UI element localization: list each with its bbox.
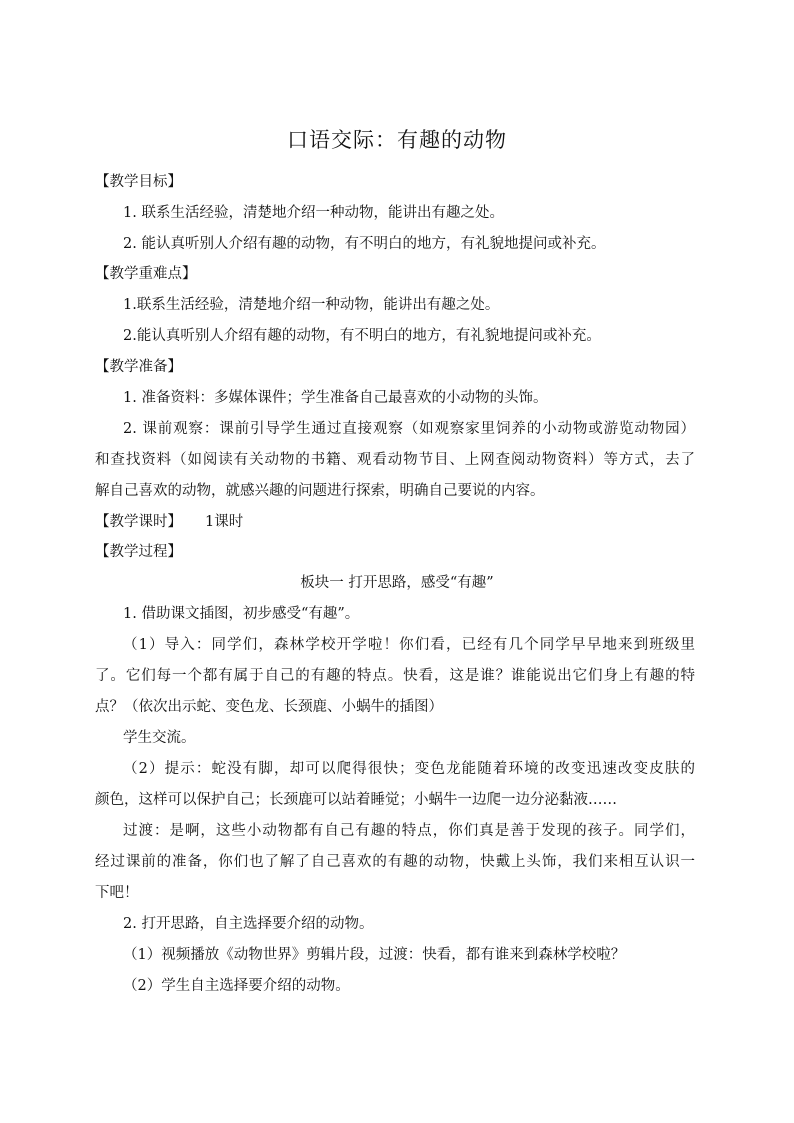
step-2-2: （2）学生自主选择要介绍的动物。 <box>123 978 350 994</box>
objective-item-1: 1. 联系生活经验，清楚地介绍一种动物，能讲出有趣之处。 <box>123 205 504 221</box>
step-2: 2. 打开思路，自主选择要介绍的动物。 <box>123 916 374 932</box>
step-2-1: （1）视频播放《动物世界》剪辑片段，过渡：快看，都有谁来到森林学校啦？ <box>123 947 626 963</box>
section-heading-process: 【教学过程】 <box>95 544 182 560</box>
section-heading-key-points: 【教学重难点】 <box>95 266 197 282</box>
block-title: 板块一 打开思路，感受“有趣” <box>300 575 494 591</box>
preparation-item-2-line-1: 2. 课前观察：课前引导学生通过直接观察（如观察家里饲养的小动物或游览动物园） <box>123 421 695 437</box>
student-exchange: 学生交流。 <box>123 730 196 746</box>
key-point-item-2: 2.能认真听别人介绍有趣的动物，有不明白的地方，有礼貌地提问或补充。 <box>123 328 601 344</box>
hours-value: 1课时 <box>205 514 244 530</box>
document-title: 口语交际：有趣的动物 <box>287 128 507 152</box>
step-1-1-line-3: 点？（依次出示蛇、变色龙、长颈鹿、小蜗牛的插图） <box>95 699 443 715</box>
section-heading-objectives: 【教学目标】 <box>95 174 182 190</box>
section-heading-preparation: 【教学准备】 <box>95 359 182 375</box>
step-1: 1. 借助课文插图，初步感受“有趣”。 <box>123 606 360 622</box>
step-1-1-line-2: 了。它们每一个都有属于自己的有趣的特点。快看，这是谁？谁能说出它们身上有趣的特 <box>95 668 695 684</box>
transition-line-3: 下吧！ <box>95 885 139 901</box>
step-1-2-line-1: （2）提示：蛇没有脚，却可以爬得很快；变色龙能随着环境的改变迅速改变皮肤的 <box>123 761 695 777</box>
preparation-item-1: 1. 准备资料：多媒体课件；学生准备自己最喜欢的小动物的头饰。 <box>123 390 548 406</box>
section-heading-hours: 【教学课时】 <box>95 514 182 530</box>
preparation-item-2-line-2: 和查找资料（如阅读有关动物的书籍、观看动物节目、上网查阅动物资料）等方式，去了 <box>95 452 695 468</box>
step-1-2-line-2: 颜色，这样可以保护自己；长颈鹿可以站着睡觉；小蜗牛一边爬一边分泌黏液…… <box>95 792 617 808</box>
transition-line-1: 过渡：是啊，这些小动物都有自己有趣的特点，你们真是善于发现的孩子。同学们， <box>123 823 695 839</box>
key-point-item-1: 1.联系生活经验，清楚地介绍一种动物，能讲出有趣之处。 <box>123 297 500 313</box>
preparation-item-2-line-3: 解自己喜欢的动物，就感兴趣的问题进行探索，明确自己要说的内容。 <box>95 483 545 499</box>
transition-line-2: 经过课前的准备，你们也了解了自己喜欢的有趣的动物，快戴上头饰，我们来相互认识一 <box>95 854 695 870</box>
step-1-1-line-1: （1）导入：同学们，森林学校开学啦！你们看，已经有几个同学早早地来到班级里 <box>123 637 695 653</box>
objective-item-2: 2. 能认真听别人介绍有趣的动物，有不明白的地方，有礼貌地提问或补充。 <box>123 236 606 252</box>
